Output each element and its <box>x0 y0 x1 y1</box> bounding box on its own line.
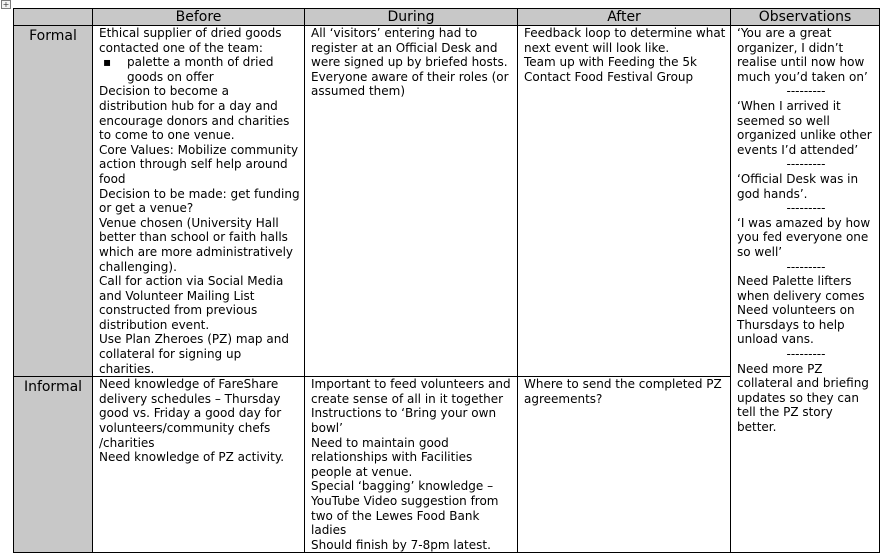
informal-during-text: Need to maintain good relationships with Facilities people at venue. <box>311 435 473 479</box>
informal-before-text: Need knowledge of FareShare delivery schedules – Thursday good vs. Friday a good day for volunteers/community chefs /charities <box>99 377 282 450</box>
formal-after-text: Feedback loop to determine what next event will look like. <box>524 26 726 55</box>
formal-after-text: Team up with Feeding the 5k Contact Food Festival Group <box>524 55 697 84</box>
formal-before-text: Core Values: Mobilize community action through self help around food <box>99 142 299 186</box>
informal-after-cell <box>518 377 731 553</box>
informal-before-cell <box>93 377 305 553</box>
observation-separator: --------- <box>786 84 826 99</box>
informal-after-text: Where to send the completed PZ agreements? <box>524 377 722 406</box>
header-observations: Observations <box>731 9 880 26</box>
formal-before-text: Venue chosen (University Hall better than school or faith halls which are more administratively challenging). <box>99 215 294 274</box>
activity-table <box>13 8 880 553</box>
informal-during-text: Should finish by 7-8pm latest. <box>311 537 491 552</box>
observation-note: Need volunteers on Thursdays to help unload vans. <box>737 303 855 347</box>
formal-before-text: Decision to be made: get funding or get a venue? <box>99 186 300 216</box>
observations-cell <box>731 26 880 553</box>
header-row <box>14 9 880 26</box>
bullet-icon: ▪ <box>103 55 112 70</box>
formal-before-bullet <box>99 55 300 84</box>
observation-separator: --------- <box>786 157 826 172</box>
observation-separator: --------- <box>786 259 826 274</box>
observation-note: Need Palette lifters when delivery comes <box>737 274 865 303</box>
observation-quote: ‘When I arrived it seemed so well organized unlike other events I’d attended’ <box>737 98 872 157</box>
header-before: Before <box>93 9 305 26</box>
header-during: During <box>305 9 518 26</box>
formal-during-text: All ‘visitors’ entering had to register at an Official Desk and were signed up by briefed hosts. <box>311 26 508 70</box>
informal-during-text: Important to feed volunteers and create sense of all in it together <box>311 377 511 406</box>
table-move-handle-icon[interactable]: + <box>2 0 10 9</box>
formal-before-text: Ethical supplier of dried goods contacted one of the team: <box>99 26 282 55</box>
informal-during-text: Special ‘bagging’ knowledge – YouTube Video suggestion from two of the Lewes Food Bank ladies <box>311 479 499 538</box>
informal-during-cell <box>305 377 518 553</box>
formal-before-text: Decision to become a distribution hub for a day and encourage donors and charities to come to one venue. <box>99 84 290 143</box>
formal-after-cell <box>518 26 731 377</box>
formal-during-cell <box>305 26 518 377</box>
observation-separator: --------- <box>786 201 826 216</box>
observation-separator: --------- <box>786 347 826 362</box>
informal-during-text: Instructions to ‘Bring your own bowl’ <box>311 406 497 436</box>
header-after: After <box>518 9 731 26</box>
observation-quote: ‘Official Desk was in god hands’. <box>737 171 859 201</box>
formal-row <box>14 26 880 377</box>
observation-quote: ‘You are a great organizer, I didn’t realise until now how much you’d taken on’ <box>737 26 868 84</box>
informal-before-text: Need knowledge of PZ activity. <box>99 450 285 465</box>
observation-note: Need more PZ collateral and briefing updates so they can tell the PZ story better. <box>737 361 869 435</box>
row-label-formal: Formal <box>14 26 93 377</box>
formal-before-bullet-text: palette a month of dried goods on offer <box>127 55 274 84</box>
formal-before-cell <box>93 26 305 377</box>
formal-before-text: Call for action via Social Media and Volunteer Mailing List constructed from previous distribution event. <box>99 274 284 332</box>
observation-quote: ‘I was amazed by how you fed everyone one so well’ <box>737 215 871 259</box>
row-label-informal: Informal <box>14 377 93 553</box>
formal-during-text: Everyone aware of their roles (or assumed them) <box>311 69 509 99</box>
header-corner-cell <box>14 9 93 26</box>
formal-before-text: Use Plan Zheroes (PZ) map and collateral for signing up charities. <box>99 332 289 376</box>
